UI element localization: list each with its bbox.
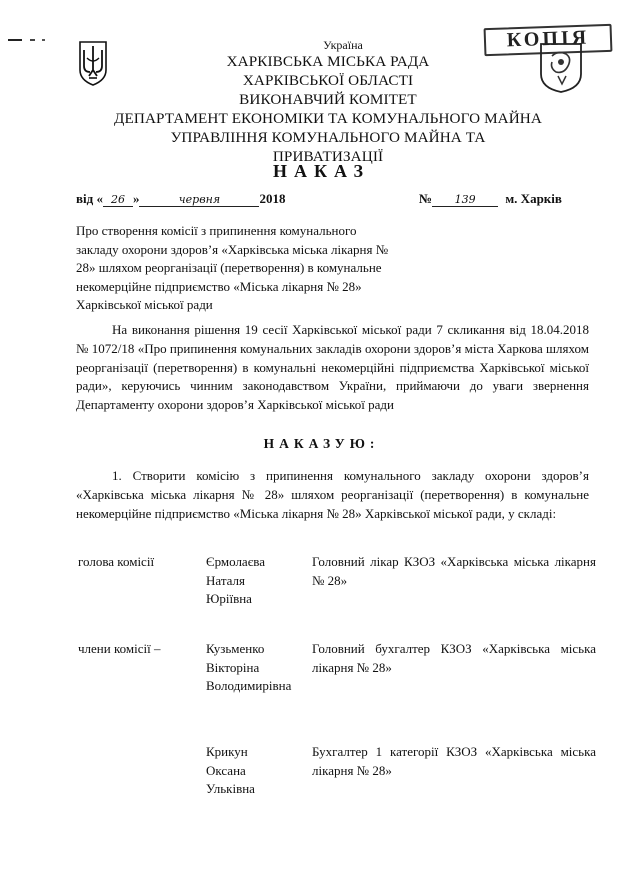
date-month: червня <box>139 193 259 207</box>
member-name: Єрмолаєва Наталя Юріївна <box>206 554 266 607</box>
item-1-paragraph <box>76 467 589 523</box>
number-line <box>419 191 562 207</box>
member-position: Головний бухгалтер КЗОЗ «Харківська міська лікарня № 28» <box>312 641 596 675</box>
order-heading: НАКАЗУЮ: <box>263 436 380 451</box>
member-role: голова комісії <box>78 554 155 569</box>
date-prefix: від « <box>76 191 103 206</box>
preamble-text: На виконання рішення 19 сесії Харківської міської ради 7 скликання від 18.04.2018 № 1072/18 «Про припинення комунальних закладів охорони здоров’я міста Харкова шляхом реорганізації (перетворення) в комунальні некомерційні підприємства Харківської міської ради», керуючись чинним законодавством України, приймаючи до уваги звернення Департаменту охорони здоров’я Харківської міської ради <box>76 322 589 413</box>
letterhead-line: ВИКОНАВЧИЙ КОМІТЕТ <box>239 91 417 108</box>
letterhead-line: ХАРКІВСЬКОЇ ОБЛАСТІ <box>242 72 414 89</box>
letterhead-line: УПРАВЛІННЯ КОМУНАЛЬНОГО МАЙНА ТА <box>170 129 486 146</box>
member-name: Кузьменко Вікторіна Володимирівна <box>206 641 292 694</box>
number-label: № <box>419 191 433 206</box>
letterhead <box>80 38 576 166</box>
item-1-text: 1. Створити комісію з припинення комунального закладу охорони здоров’я «Харківська міська лікарня № 28» шляхом реорганізації (перетворення) в комунальне некомерційне підприємство «Міська лікарня № 28» Харківської міської ради, у складі: <box>76 468 589 521</box>
scan-artifact <box>8 30 50 36</box>
letterhead-line: ПРИВАТИЗАЦІЇ <box>272 148 384 165</box>
city-label: м. Харків <box>505 191 562 206</box>
document-title: НАКАЗ <box>272 161 371 181</box>
member-position: Бухгалтер 1 категорії КЗОЗ «Харківська міська лікарня № 28» <box>312 744 596 778</box>
date-day: 26 <box>103 193 133 207</box>
country-label: Україна <box>323 38 363 52</box>
letterhead-line: ХАРКІВСЬКА МІСЬКА РАДА <box>226 53 430 70</box>
document-subject: Про створення комісії з припинення комунального закладу охорони здоров’я «Харківська міська лікарня № 28» шляхом реорганізації (перетворення) в комунальне некомерційне підприємство «Міська лікарня № 28» Харківської міської ради <box>76 223 389 313</box>
date-line <box>76 191 285 207</box>
member-name: Крикун Оксана Ульківна <box>206 744 255 797</box>
copy-stamp: КОПІЯ <box>484 24 613 56</box>
date-mid: » <box>132 191 140 206</box>
member-position: Головний лікар КЗОЗ «Харківська міська лікарня № 28» <box>312 554 596 588</box>
document-number: 139 <box>432 193 498 207</box>
preamble-paragraph <box>76 321 589 415</box>
member-role: члени комісії – <box>78 641 161 656</box>
letterhead-line: ДЕПАРТАМЕНТ ЕКОНОМІКИ ТА КОМУНАЛЬНОГО МАЙНА <box>114 110 542 127</box>
date-year: 2018 <box>259 191 286 206</box>
